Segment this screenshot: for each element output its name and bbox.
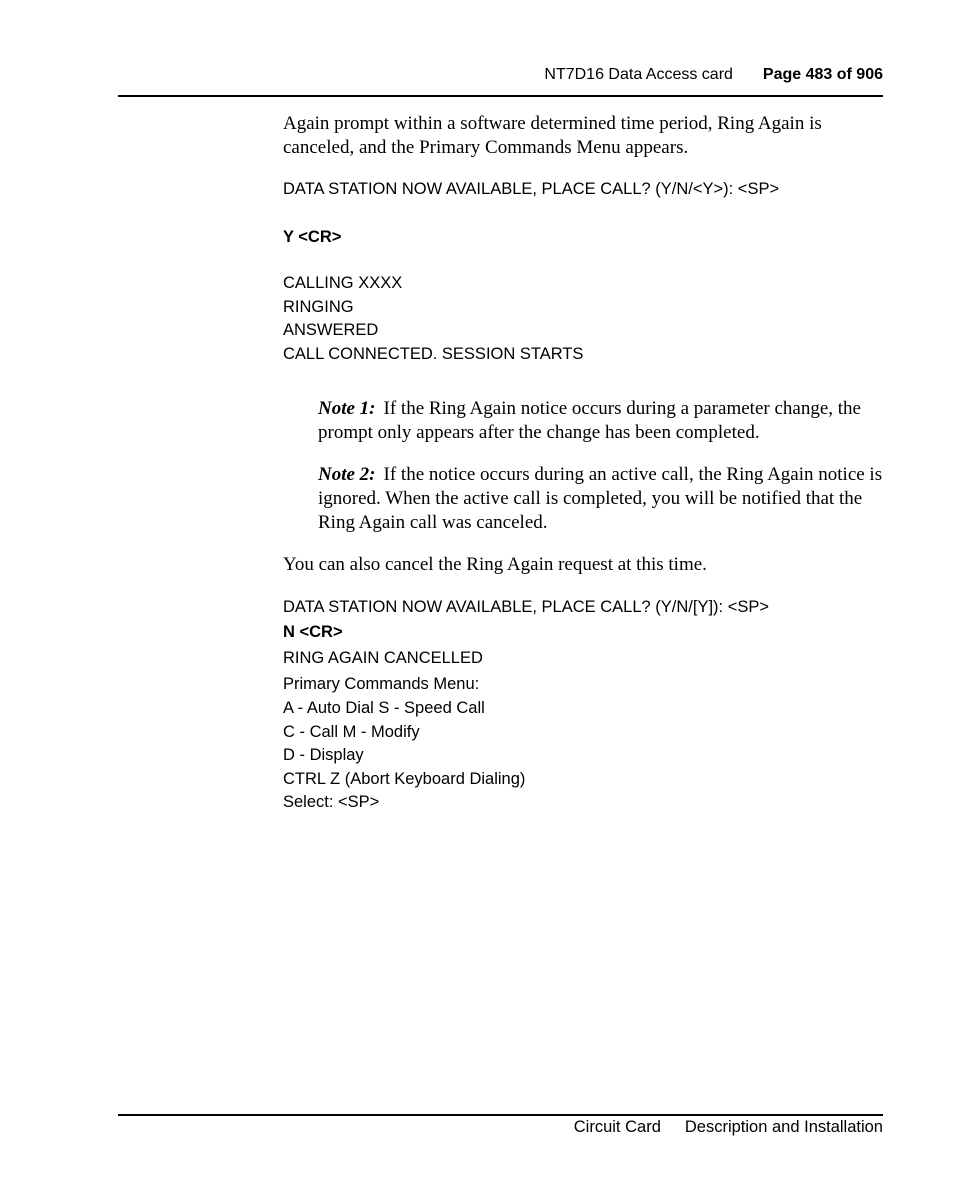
prompt-line-1: DATA STATION NOW AVAILABLE, PLACE CALL? (Y/N/<Y>): <SP> bbox=[283, 180, 780, 198]
menu-line: Select: <SP> bbox=[283, 793, 380, 811]
call-line: CALLING XXXX bbox=[283, 274, 403, 292]
document-title: NT7D16 Data Access card bbox=[544, 66, 733, 83]
menu-title: Primary Commands Menu: bbox=[283, 675, 480, 693]
cancel-paragraph: You can also cancel the Ring Again request at this time. bbox=[283, 554, 707, 575]
page-number: Page 483 of 906 bbox=[762, 66, 883, 83]
call-line: RINGING bbox=[283, 297, 354, 316]
menu-line: C - Call M - Modify bbox=[283, 722, 420, 741]
note-1-label: Note 1: bbox=[318, 398, 376, 419]
page-header bbox=[544, 66, 883, 84]
note-1-text: If the Ring Again notice occurs during a parameter change, the prompt only appears after the change has been completed. bbox=[318, 398, 861, 443]
call-status-block bbox=[283, 272, 883, 366]
note-2 bbox=[318, 463, 883, 535]
page-content bbox=[283, 112, 883, 815]
call-line: CALL CONNECTED. SESSION STARTS bbox=[283, 344, 584, 363]
intro-paragraph: Again prompt within a software determined time period, Ring Again is canceled, and the Primary Commands Menu appears. bbox=[283, 113, 822, 158]
page-footer bbox=[574, 1118, 883, 1137]
note-2-text: If the notice occurs during an active call, the Ring Again notice is ignored. When the active call is completed, you will be notified that the Ring Again call was canceled. bbox=[318, 464, 883, 533]
cancel-session-block bbox=[283, 595, 883, 815]
footer-book-name: Circuit Card bbox=[573, 1118, 661, 1136]
footer-book-subtitle: Description and Installation bbox=[684, 1118, 883, 1136]
input-line-1: Y <CR> bbox=[283, 227, 342, 246]
menu-line: D - Display bbox=[283, 746, 364, 764]
menu-line: CTRL Z (Abort Keyboard Dialing) bbox=[283, 769, 526, 788]
cancelled-line: RING AGAIN CANCELLED bbox=[283, 649, 483, 667]
input-line-2: N <CR> bbox=[283, 623, 343, 641]
call-line: ANSWERED bbox=[283, 321, 379, 339]
menu-line: A - Auto Dial S - Speed Call bbox=[283, 699, 485, 717]
prompt-line-2: DATA STATION NOW AVAILABLE, PLACE CALL? (Y/N/[Y]): <SP> bbox=[283, 598, 769, 616]
note-2-label: Note 2: bbox=[318, 464, 376, 485]
note-1 bbox=[318, 397, 883, 445]
footer-rule bbox=[118, 1114, 883, 1116]
header-rule bbox=[118, 95, 883, 97]
